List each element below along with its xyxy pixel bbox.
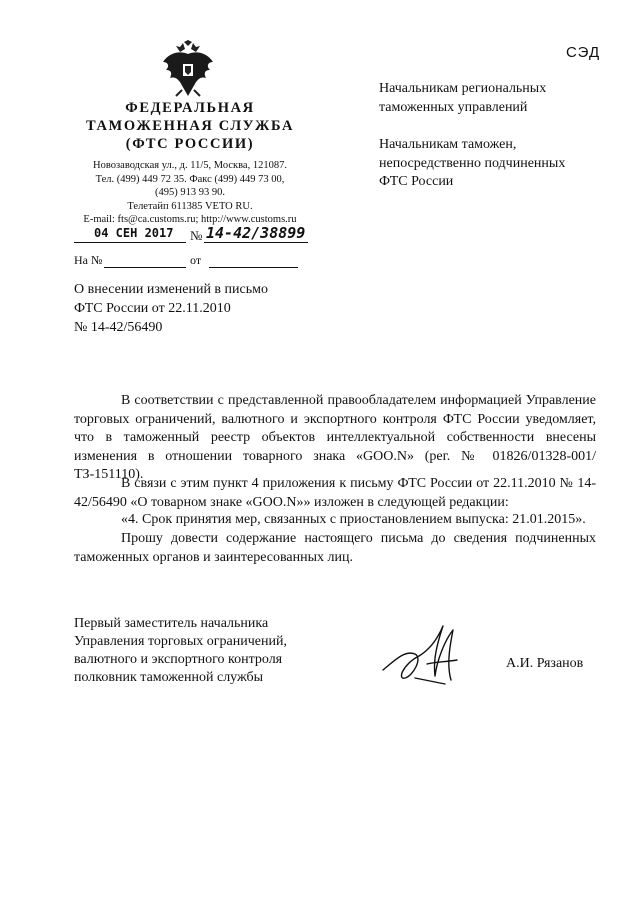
body-paragraph-3: «4. Срок принятия мер, связанных с приостановлением выпуска: 21.01.2015». — [121, 512, 586, 527]
body-paragraph-4: Прошу довести содержание настоящего письма до сведения подчиненных таможенных органов и заинтересованных лиц. — [74, 531, 596, 565]
contact-address: Новозаводская ул., д. 11/5, Москва, 121087. — [93, 160, 287, 171]
body-paragraph-2: В связи с этим пункт 4 приложения к письму ФТС России от 22.11.2010 № 14-42/56490 «О товарном знаке «GOO.N»» изложен в следующей редакции: — [74, 476, 596, 510]
letter-subject — [74, 280, 268, 337]
system-mark: СЭД — [566, 44, 601, 61]
ref-label: На № — [74, 253, 103, 267]
handwritten-signature — [375, 620, 480, 690]
signatory-line: валютного и экспортного контроля — [74, 652, 283, 667]
addressee-line: непосредственно подчиненных — [379, 155, 566, 171]
org-name-line3: (ФТС РОССИИ) — [125, 136, 255, 152]
addressee-line: ФТС России — [379, 174, 454, 189]
addressee-group-2 — [379, 136, 565, 192]
subject-line: ФТС России от 22.11.2010 — [74, 301, 231, 316]
number-underline — [204, 242, 308, 243]
contact-phone2: (495) 913 93 90. — [155, 187, 225, 198]
contact-email: E-mail: fts@ca.customs.ru; http://www.customs.ru — [83, 214, 297, 225]
signatory-line: Первый заместитель начальника — [74, 616, 269, 631]
signatory-line: полковник таможенной службы — [74, 670, 264, 685]
contact-teletype: Телетайп 611385 VETO RU. — [127, 200, 253, 212]
addressee-line: Начальникам региональных — [379, 81, 547, 96]
ref-from-underline — [209, 267, 298, 268]
org-name-line2: ТАМОЖЕННАЯ СЛУЖБА — [85, 118, 295, 134]
russian-coat-of-arms-icon — [160, 40, 216, 100]
stamp-date: 04 СЕН 2017 — [94, 226, 174, 240]
date-underline — [74, 242, 186, 243]
signatory-name: А.И. Рязанов — [506, 656, 584, 671]
subject-line: О внесении изменений в письмо — [74, 282, 268, 297]
signatory-line: Управления торговых ограничений, — [74, 634, 287, 649]
addressee-line: Начальникам таможен, — [379, 137, 517, 152]
stamp-number: 14-42/38899 — [206, 224, 306, 242]
contact-phone: Тел. (499) 449 72 35. Факс (499) 449 73 00, — [95, 173, 285, 185]
org-contacts — [74, 159, 306, 227]
body-paragraph-1: В соответствии с представленной правообладателем информацией Управление торговых ограничений, валютного и экспортного контроля ФТС России уведомляет, что в таможенный реестр объектов интеллектуальной собственности внесены изменения в отношении товарного знака «GOO.N» (рег. № 01826/01328-001/ТЗ-151110). — [74, 393, 596, 482]
signatory-title — [74, 615, 287, 687]
ref-from-label: от — [190, 253, 202, 267]
addressee-group-1 — [379, 80, 546, 117]
number-prefix: № — [190, 228, 203, 243]
subject-line: № 14-42/56490 — [74, 320, 163, 335]
addressee-line: таможенных управлений — [379, 99, 528, 115]
ref-underline — [104, 267, 186, 268]
org-name-line1: ФЕДЕРАЛЬНАЯ — [125, 100, 255, 116]
